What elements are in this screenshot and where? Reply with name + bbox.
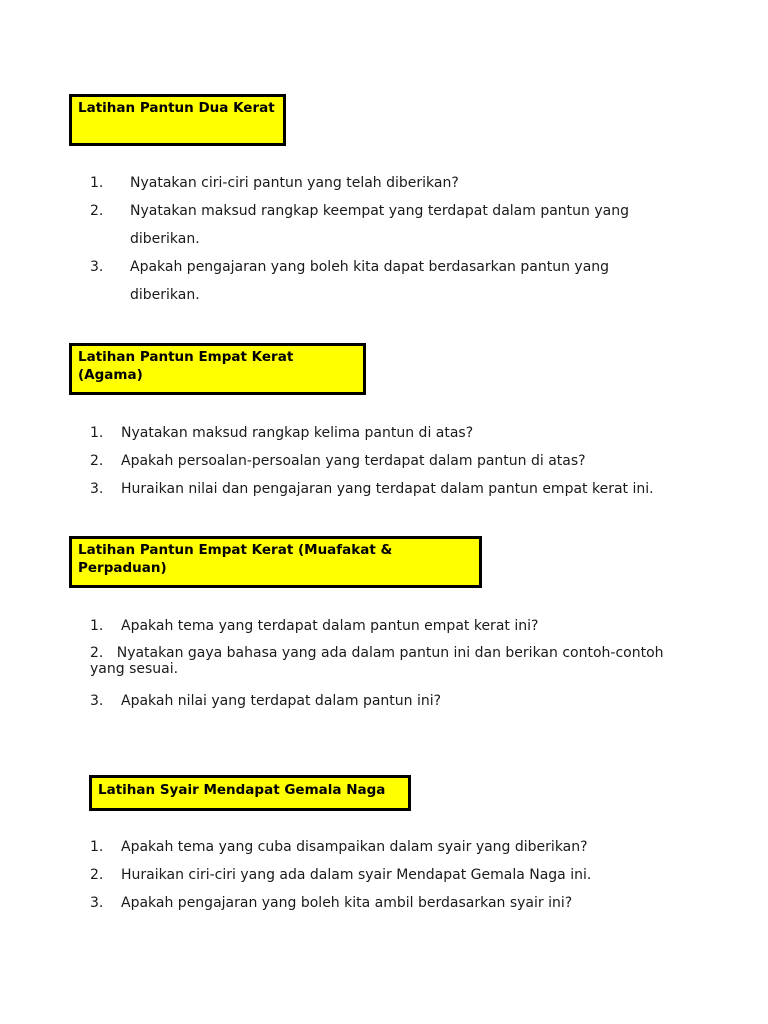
question-number: 3. — [90, 895, 104, 911]
section-heading-text: Latihan Syair Mendapat Gemala Naga — [98, 782, 386, 798]
section-heading-pantun-muafakat — [69, 536, 482, 588]
question-text: Huraikan ciri-ciri yang ada dalam syair Mendapat Gemala Naga ini. — [121, 867, 592, 883]
question-text: Nyatakan maksud rangkap keempat yang terdapat dalam pantun yang diberikan. — [130, 203, 629, 247]
question-text: Apakah nilai yang terdapat dalam pantun ini? — [121, 693, 442, 709]
list-item — [90, 617, 670, 645]
section-heading-syair-gemala-naga — [89, 775, 411, 811]
question-number: 2. — [90, 645, 104, 661]
question-number: 2. — [90, 867, 104, 883]
section-heading-text: Latihan Pantun Dua Kerat — [78, 100, 275, 116]
list-item — [90, 645, 670, 692]
question-number: 1. — [90, 175, 104, 191]
question-text: Apakah persoalan-persoalan yang terdapat dalam pantun di atas? — [121, 453, 586, 469]
question-text: Apakah pengajaran yang boleh kita dapat berdasarkan pantun yang diberikan. — [130, 259, 610, 303]
section-heading-pantun-agama — [69, 343, 366, 395]
question-number: 3. — [90, 481, 104, 497]
question-number: 1. — [90, 618, 104, 634]
list-item — [90, 692, 670, 720]
question-number: 2. — [90, 203, 104, 219]
question-text: Nyatakan ciri-ciri pantun yang telah diberikan? — [130, 175, 459, 191]
section-heading-text: Latihan Pantun Empat Kerat (Agama) — [78, 349, 294, 383]
question-text: Apakah pengajaran yang boleh kita ambil berdasarkan syair ini? — [121, 895, 573, 911]
question-number: 1. — [90, 425, 104, 441]
question-list-3 — [90, 617, 670, 720]
section-heading-text: Latihan Pantun Empat Kerat (Muafakat & Perpaduan) — [78, 542, 393, 576]
question-text: Nyatakan maksud rangkap kelima pantun di atas? — [121, 425, 474, 441]
question-text: Huraikan nilai dan pengajaran yang terdapat dalam pantun empat kerat ini. — [121, 481, 654, 497]
question-number: 3. — [90, 693, 104, 709]
question-number: 2. — [90, 453, 104, 469]
question-text: Nyatakan gaya bahasa yang ada dalam pantun ini dan berikan contoh-contoh yang sesuai. — [90, 645, 664, 677]
question-number: 3. — [90, 259, 104, 275]
question-text: Apakah tema yang terdapat dalam pantun empat kerat ini? — [121, 618, 539, 634]
question-text: Apakah tema yang cuba disampaikan dalam syair yang diberikan? — [121, 839, 588, 855]
question-number: 1. — [90, 839, 104, 855]
section-heading-pantun-dua-kerat — [69, 94, 286, 146]
